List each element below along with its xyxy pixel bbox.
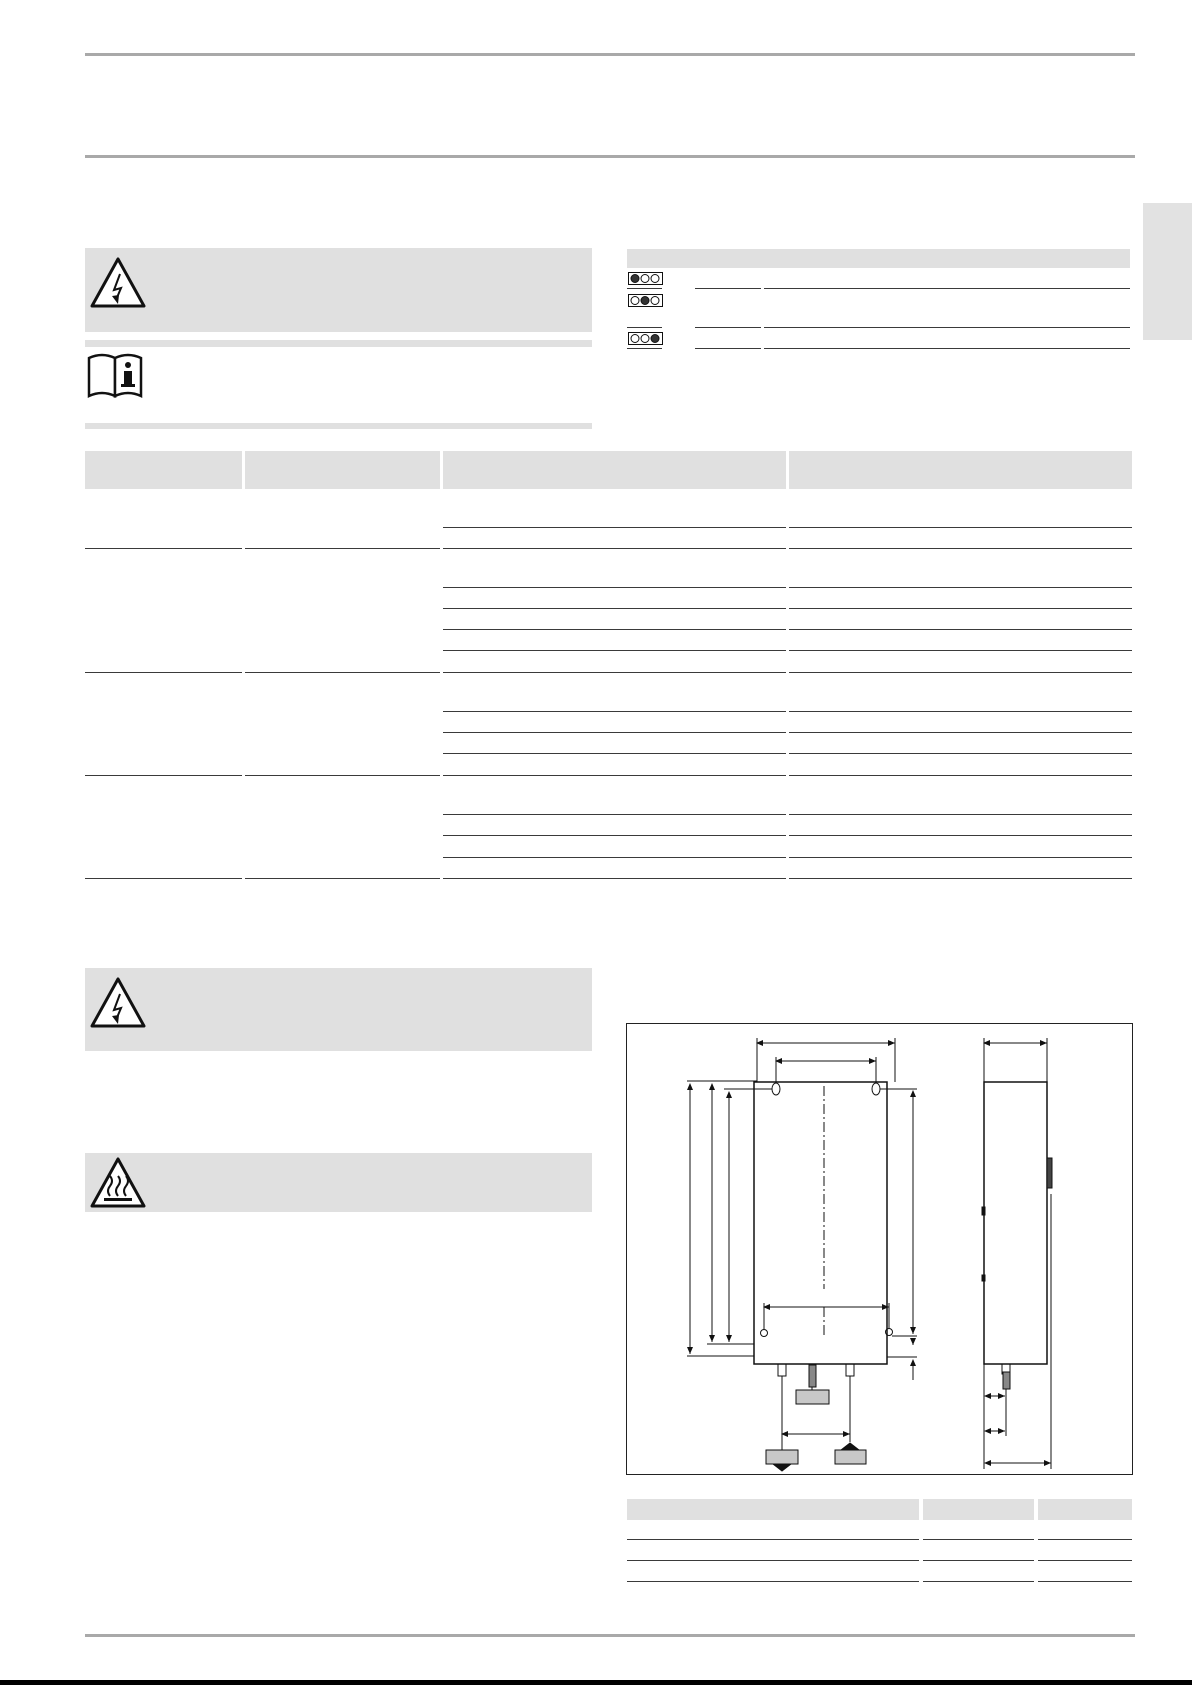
dimension-drawing-svg — [627, 1024, 1134, 1476]
dip-legend-header — [627, 249, 1130, 268]
connection-table-header-col-3 — [443, 451, 786, 489]
footer-rule — [85, 1634, 1135, 1637]
dimension-table-header-col-1 — [627, 1499, 919, 1520]
connection-table-header-col-2 — [245, 451, 440, 489]
dimension-table-header-col-2 — [923, 1499, 1034, 1520]
switch-position-3-icon — [628, 332, 664, 346]
dimension-drawing — [626, 1023, 1133, 1475]
header-rule-bottom — [85, 155, 1135, 158]
warning-box-electric-underline — [85, 340, 592, 347]
warning-box-electric-2 — [85, 968, 592, 1051]
info-box-bottom-bar — [85, 423, 592, 429]
page-bottom-edge — [0, 1680, 1192, 1685]
connection-table-header-col-4 — [789, 451, 1132, 489]
switch-position-1-icon — [628, 272, 664, 286]
warning-box-hot-surface — [85, 1153, 592, 1212]
header-rule-top — [85, 53, 1135, 56]
connection-table-header-col-1 — [85, 451, 242, 489]
switch-position-2-icon — [628, 294, 664, 308]
dimension-table-header-col-3 — [1038, 1499, 1132, 1520]
read-manual-icon — [86, 352, 146, 400]
electric-hazard-icon — [88, 254, 148, 314]
electric-hazard-icon — [88, 974, 148, 1034]
hot-surface-icon — [88, 1156, 148, 1212]
side-tab — [1143, 203, 1192, 340]
warning-box-electric — [85, 248, 592, 332]
